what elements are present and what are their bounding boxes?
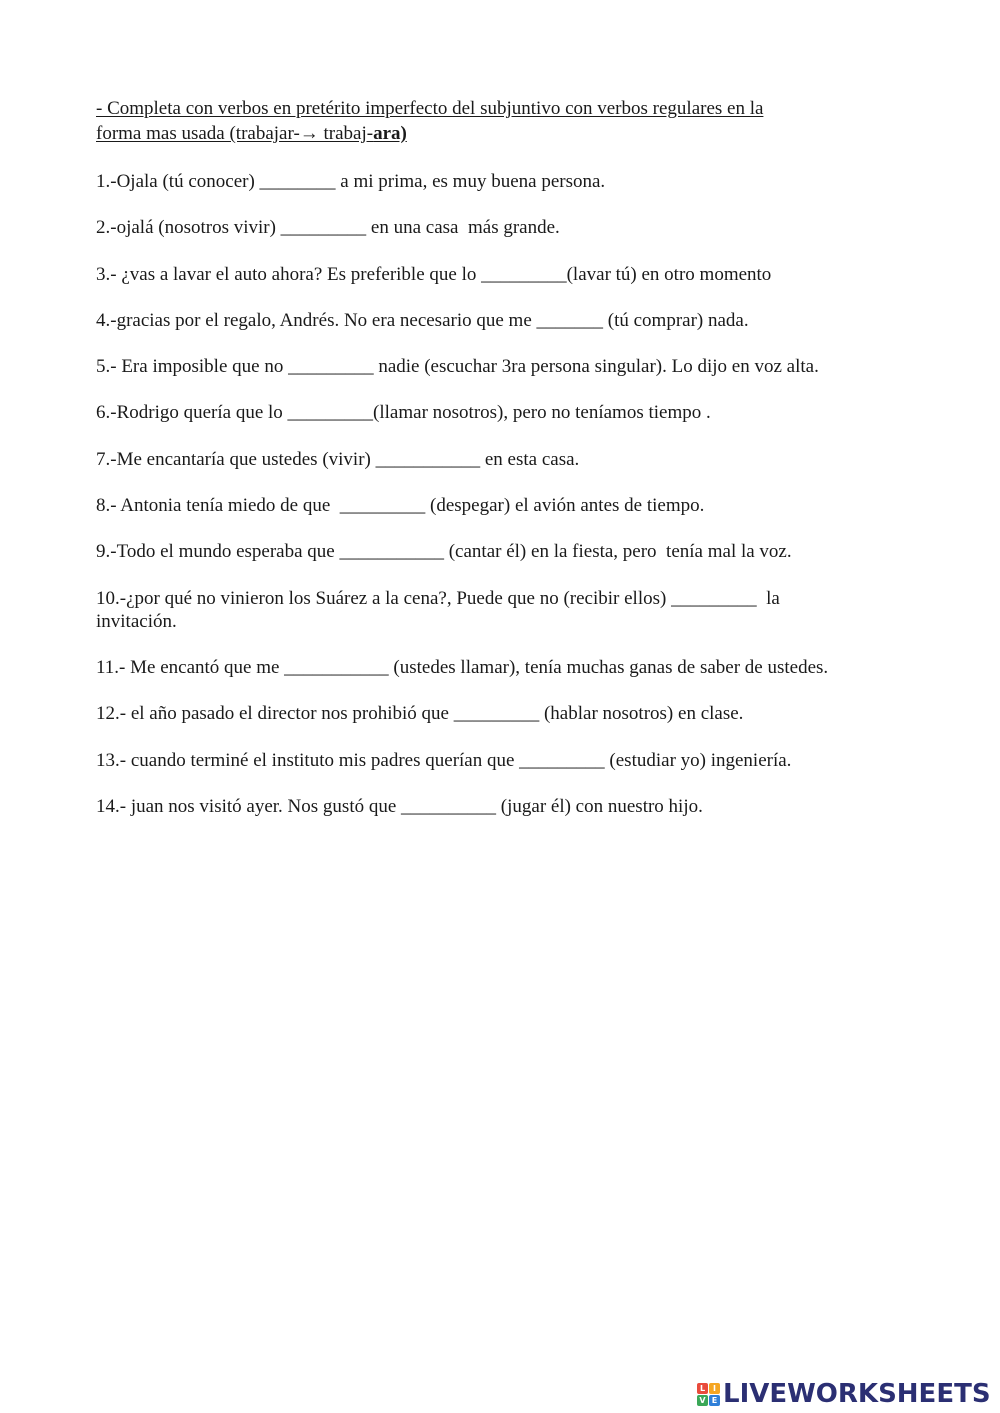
logo-tile-i: I	[709, 1383, 720, 1394]
logo-tile-v: V	[697, 1395, 708, 1406]
question-4: 4.-gracias por el regalo, Andrés. No era necesario que me _______ (tú comprar) nada.	[96, 310, 749, 331]
question-11: 11.- Me encantó que me ___________ (ustedes llamar), tenía muchas ganas de saber de ustedes.	[96, 657, 829, 678]
question-1: 1.-Ojala (tú conocer) ________ a mi prima, es muy buena persona.	[96, 171, 606, 192]
question-13: 13.- cuando terminé el instituto mis padres querían que _________ (estudiar yo) ingeniería.	[96, 750, 792, 771]
question-7: 7.-Me encantaría que ustedes (vivir) ___________ en esta casa.	[96, 449, 580, 470]
question-6: 6.-Rodrigo quería que lo _________(llamar nosotros), pero no teníamos tiempo .	[96, 402, 711, 423]
liveworksheets-logo[interactable]	[697, 1378, 991, 1410]
instructions-line-2: forma mas usada (trabajar-→ trabaj-	[96, 123, 374, 144]
question-10: 10.-¿por qué no vinieron los Suárez a la cena?, Puede que no (recibir ellos) _________ la invitación.	[96, 588, 785, 632]
question-12: 12.- el año pasado el director nos prohibió que _________ (hablar nosotros) en clase.	[96, 703, 744, 724]
logo-tile-e: E	[709, 1395, 720, 1406]
question-9: 9.-Todo el mundo esperaba que ___________ (cantar él) en la fiesta, pero tenía mal la voz.	[96, 541, 792, 562]
instructions-heading	[96, 96, 886, 146]
question-14: 14.- juan nos visitó ayer. Nos gustó que __________ (jugar él) con nuestro hijo.	[96, 796, 703, 817]
question-2: 2.-ojalá (nosotros vivir) _________ en una casa más grande.	[96, 217, 560, 238]
instructions-bold-suffix: ara)	[373, 123, 407, 144]
liveworksheets-logo-icon	[697, 1383, 720, 1406]
instructions-line-1: - Completa con verbos en pretérito imperfecto del subjuntivo con verbos regulares en la	[96, 98, 764, 119]
logo-wordmark: LIVEWORKSHEETS	[723, 1379, 991, 1409]
question-3: 3.- ¿vas a lavar el auto ahora? Es preferible que lo _________(lavar tú) en otro momento	[96, 264, 772, 285]
question-8: 8.- Antonia tenía miedo de que _________ (despegar) el avión antes de tiempo.	[96, 495, 705, 516]
question-5: 5.- Era imposible que no _________ nadie (escuchar 3ra persona singular). Lo dijo en voz alta.	[96, 356, 819, 377]
logo-tile-l: L	[697, 1383, 708, 1394]
